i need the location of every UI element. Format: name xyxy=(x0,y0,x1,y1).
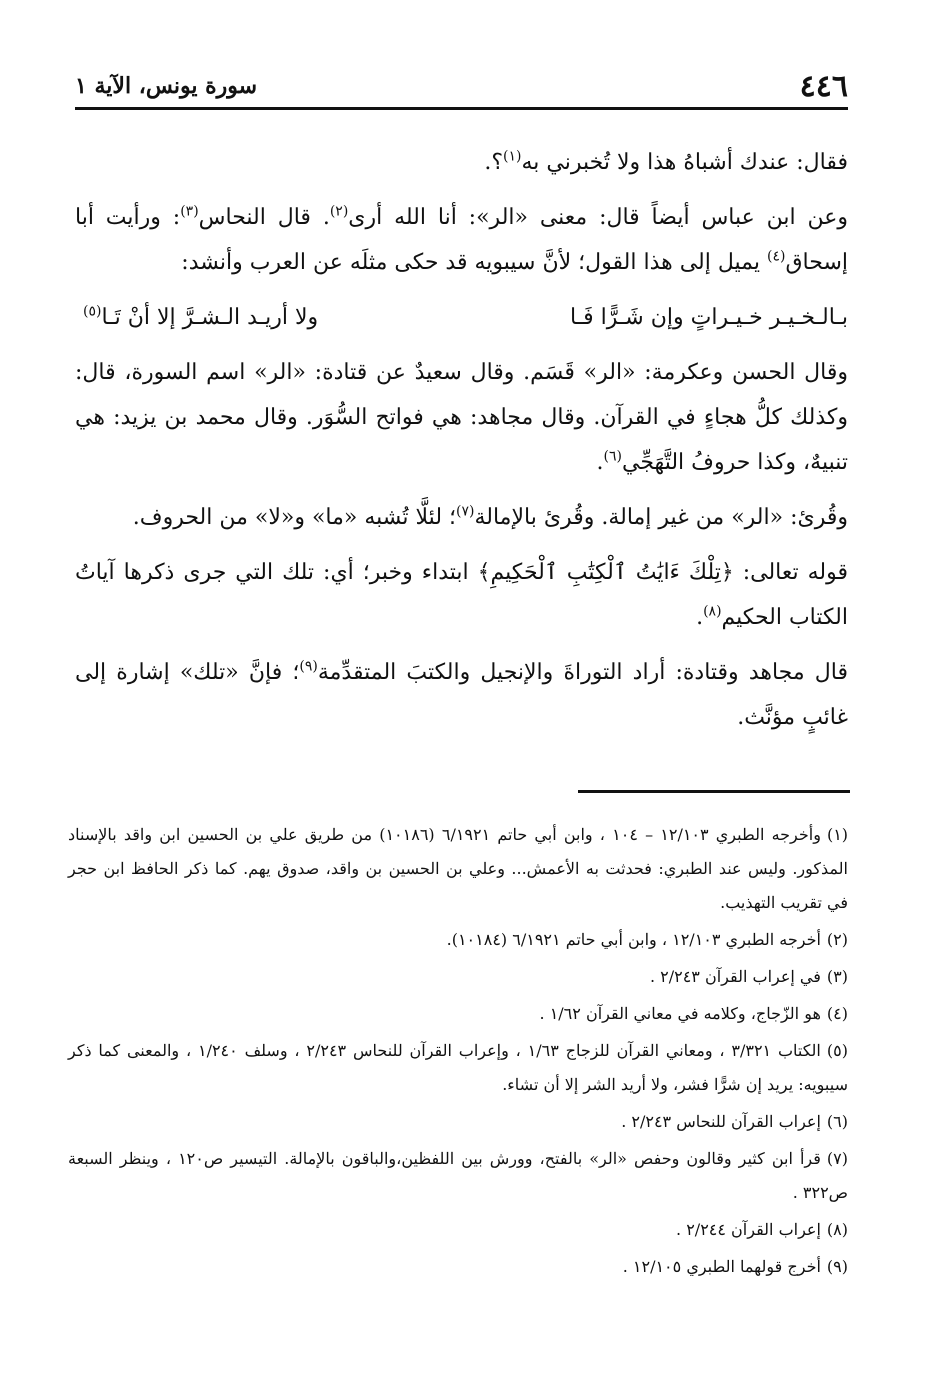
paragraph-2 xyxy=(75,195,848,285)
verse-first-hemistich: بـالـخـيـر خـيـراتٍ وإن شَـرًّا فَـا xyxy=(569,305,848,330)
footnote-text: إعراب القرآن للنحاس ٢/٢٤٣ . xyxy=(621,1112,821,1131)
footnote-number: (٧) xyxy=(826,1149,848,1168)
footnote-number: (١) xyxy=(826,825,849,844)
footnote-separator xyxy=(578,790,850,793)
text: . xyxy=(596,450,604,475)
footnote-text: في إعراب القرآن ٢/٢٤٣ . xyxy=(649,967,821,986)
footnote-ref-9[interactable]: (٩) xyxy=(299,658,318,675)
footnote xyxy=(68,960,848,994)
footnote xyxy=(68,818,848,920)
footnote-ref-3[interactable]: (٣) xyxy=(180,203,199,220)
footnotes xyxy=(68,818,848,1287)
main-text xyxy=(75,140,848,740)
footnote-text: هو الزّجاج، وكلامه في معاني القرآن ١/٦٢ . xyxy=(539,1004,821,1023)
footnote-ref-2[interactable]: (٢) xyxy=(329,203,349,220)
text: يميل إلى هذا القول؛ لأنَّ سيبويه قد حكى مثلَه عن العرب وأنشد: xyxy=(181,250,767,275)
header-rule xyxy=(75,107,848,110)
text: : ورأيت أبا إسحاق xyxy=(75,205,848,275)
text: قوله تعالى: ﴿تِلْكَ ءَايَٰتُ ٱلْكِتَٰبِ ٱلْحَكِيمِ﴾ ابتداء وخبر؛ أي: تلك التي جرى ذكرها آياتُ الكتاب الحكيم xyxy=(75,560,848,630)
text: وعن ابن عباس أيضاً قال: معنى «الر»: أنا الله أرى xyxy=(348,205,848,230)
footnote xyxy=(68,1034,848,1102)
footnote xyxy=(68,1250,848,1284)
text: ؛ فإنَّ «تلك» إشارة إلى غائبٍ مؤنَّث. xyxy=(75,660,848,730)
text: ؛ لئلَّا تُشبه «ما» و«لا» من الحروف. xyxy=(132,505,457,530)
footnote xyxy=(68,1142,848,1210)
paragraph-6 xyxy=(75,650,848,740)
text: وقال الحسن وعكرمة: «الر» قَسَم. وقال سعيدٌ عن قتادة: «الر» اسم السورة، قال: وكذلك كلُّ هجاءٍ في القرآن. وقال مجاهد: هي فواتح السُّوَر. وقال محمد بن يزيد: هي تنبيهٌ، وكذا حروفُ التَّهَجِّي xyxy=(75,360,848,475)
footnote-text: أخرجه الطبري ١٢/١٠٣ ، وابن أبي حاتم ٦/١٩٢١ (١٠١٨٤). xyxy=(446,930,821,949)
footnote-number: (٩) xyxy=(826,1257,848,1276)
footnote xyxy=(68,1105,848,1139)
footnote xyxy=(68,923,848,957)
paragraph-1 xyxy=(75,140,848,185)
text: ؟. xyxy=(484,150,504,175)
paragraph-5 xyxy=(75,550,848,640)
footnote-number: (٥) xyxy=(826,1041,848,1060)
text: ولا أريـد الـشـرَّ إلا أنْ تَـا xyxy=(101,305,319,330)
footnote-text: قرأ ابن كثير وقالون وحفص «الر» بالفتح، وورش بين اللفظين،والباقون بالإمالة. التيسير ص١٢٠ ، وينظر السبعة ص٣٢٢ . xyxy=(68,1149,848,1202)
footnote-ref-5[interactable]: (٥) xyxy=(83,303,102,320)
verse-second-hemistich xyxy=(83,295,318,340)
page-header xyxy=(75,66,848,106)
page-number: ٤٤٦ xyxy=(799,68,848,104)
footnote-ref-4[interactable]: (٤) xyxy=(767,248,786,265)
footnote-text: إعراب القرآن ٢/٢٤٤ . xyxy=(676,1220,821,1239)
footnote-ref-7[interactable]: (٧) xyxy=(456,503,475,520)
footnote-text: أخرج قولهما الطبري ١٢/١٠٥ . xyxy=(622,1257,821,1276)
footnote xyxy=(68,1213,848,1247)
footnote-ref-1[interactable]: (١) xyxy=(503,148,522,165)
text: . xyxy=(696,605,704,630)
footnote-ref-6[interactable]: (٦) xyxy=(603,448,623,465)
footnote-text: وأخرجه الطبري ١٢/١٠٣ – ١٠٤ ، وابن أبي حاتم ٦/١٩٢١ (١٠١٨٦) من طريق علي بن الحسين ابن واقد بالإسناد المذكور. وليس عند الطبري: فحدثت به الأعمش... وعلي بن الحسين بن واقد، صدوق يهم. كما ذكر الحافظ ابن حجر في تقريب التهذيب. xyxy=(68,825,848,912)
text: فقال: عندك أشباهُ هذا ولا تُخبرني به xyxy=(521,150,848,175)
footnote-number: (٨) xyxy=(826,1220,848,1239)
footnote xyxy=(68,997,848,1031)
footnote-text: الكتاب ٣/٣٢١ ، ومعاني القرآن للزجاج ١/٦٣ ، وإعراب القرآن للنحاس ٢/٢٤٣ ، وسلف ١/٢٤٠ ، والمعنى كما ذكر سيبويه: يريد إن شرًّا فشر، ولا أريد الشر إلا أن تشاء. xyxy=(68,1041,848,1094)
footnote-number: (٦) xyxy=(826,1112,848,1131)
footnote-number: (٣) xyxy=(826,967,848,986)
text: وقُرئ: «الر» من غير إمالة. وقُرئ بالإمالة xyxy=(474,505,848,530)
footnote-number: (٤) xyxy=(826,1004,848,1023)
paragraph-4 xyxy=(75,495,848,540)
poetry-verse xyxy=(75,295,848,340)
paragraph-3 xyxy=(75,350,848,485)
running-title: سورة يونس، الآية ١ xyxy=(75,73,258,99)
footnote-number: (٢) xyxy=(826,930,848,949)
text: . قال النحاس xyxy=(198,205,330,230)
text: قال مجاهد وقتادة: أراد التوراةَ والإنجيل والكتبَ المتقدِّمة xyxy=(317,660,849,685)
footnote-ref-8[interactable]: (٨) xyxy=(703,603,722,620)
